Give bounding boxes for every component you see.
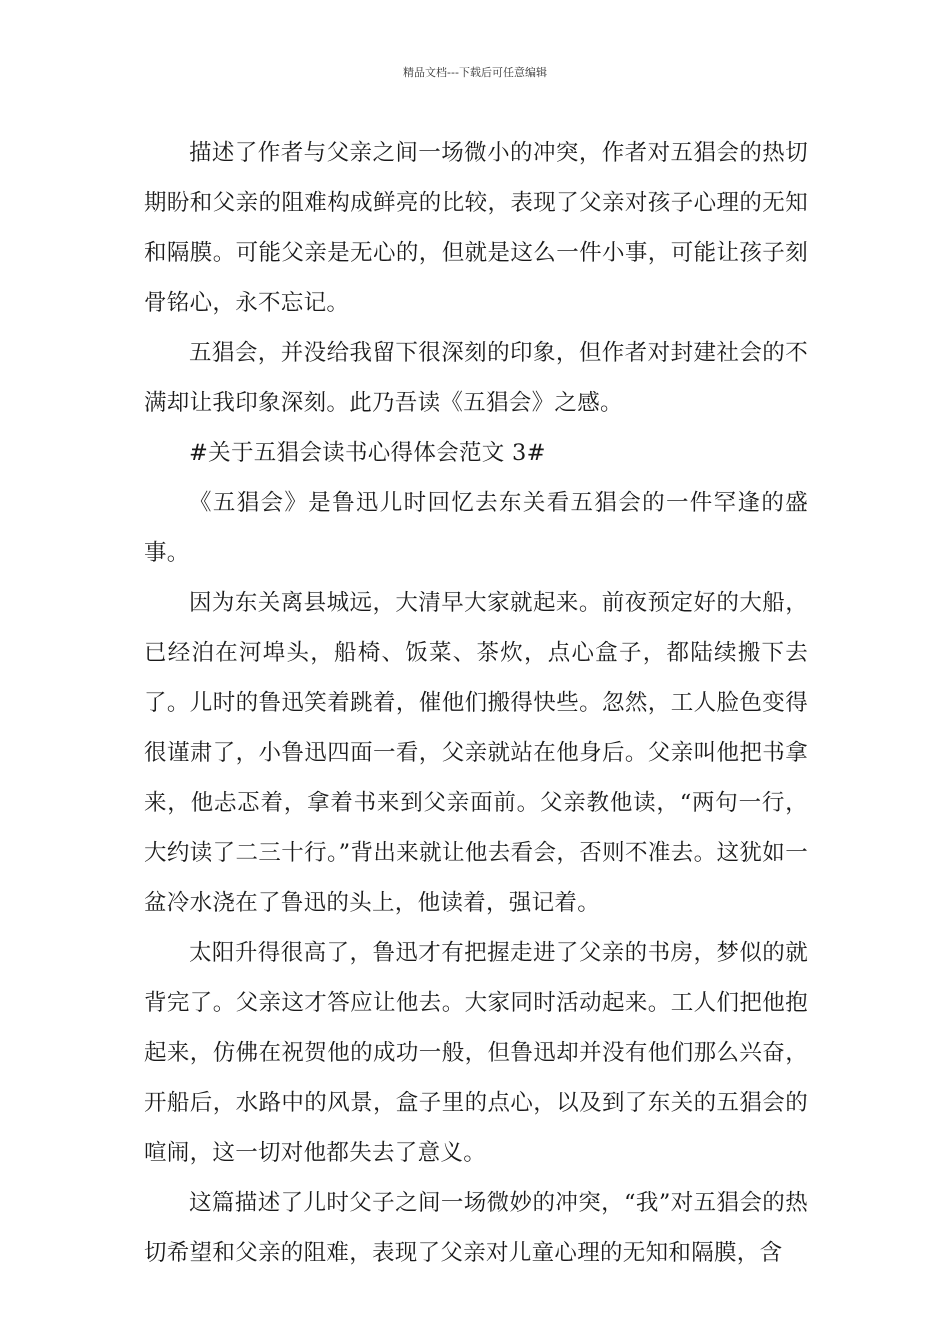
- page-header: 精品文档---下载后可任意编辑: [403, 66, 547, 79]
- section-heading: #关于五猖会读书心得体会范文 3#: [189, 440, 546, 466]
- paragraph-3: 《五猖会》是鲁迅儿时回忆去东关看五猖会的一件罕逢的盛事。: [144, 490, 808, 566]
- document-body: [144, 128, 808, 1278]
- paragraph-5: 太阳升得很高了，鲁迅才有把握走进了父亲的书房，梦似的就背完了。父亲这才答应让他去。大家同时活动起来。工人们把他抱起来，仿佛在祝贺他的成功一般，但鲁迅却并没有他们那么兴奋，开船后，水路中的风景，盒子里的点心，以及到了东关的五猖会的喧闹，这一切对他都失去了意义。: [144, 940, 808, 1166]
- paragraph-4: 因为东关离县城远，大清早大家就起来。前夜预定好的大船，已经泊在河埠头，船椅、饭菜、茶炊，点心盒子，都陆续搬下去了。儿时的鲁迅笑着跳着，催他们搬得快些。忽然，工人脸色变得很谨肃了，小鲁迅四面一看，父亲就站在他身后。父亲叫他把书拿来，他忐忑着，拿着书来到父亲面前。父亲教他读，“两句一行，大约读了二三十行。”背出来就让他去看会，否则不准去。这犹如一盆冷水浇在了鲁迅的头上，他读着，强记着。: [144, 590, 808, 916]
- paragraph-6: 这篇描述了儿时父子之间一场微妙的冲突，“我”对五猖会的热切希望和父亲的阻难，表现了父亲对儿童心理的无知和隔膜，含: [144, 1190, 808, 1266]
- paragraph-1: 描述了作者与父亲之间一场微小的冲突，作者对五猖会的热切期盼和父亲的阻难构成鲜亮的比较，表现了父亲对孩子心理的无知和隔膜。可能父亲是无心的，但就是这么一件小事，可能让孩子刻骨铭心，永不忘记。: [144, 140, 808, 316]
- paragraph-2: 五猖会，并没给我留下很深刻的印象，但作者对封建社会的不满却让我印象深刻。此乃吾读《五猖会》之感。: [144, 340, 808, 416]
